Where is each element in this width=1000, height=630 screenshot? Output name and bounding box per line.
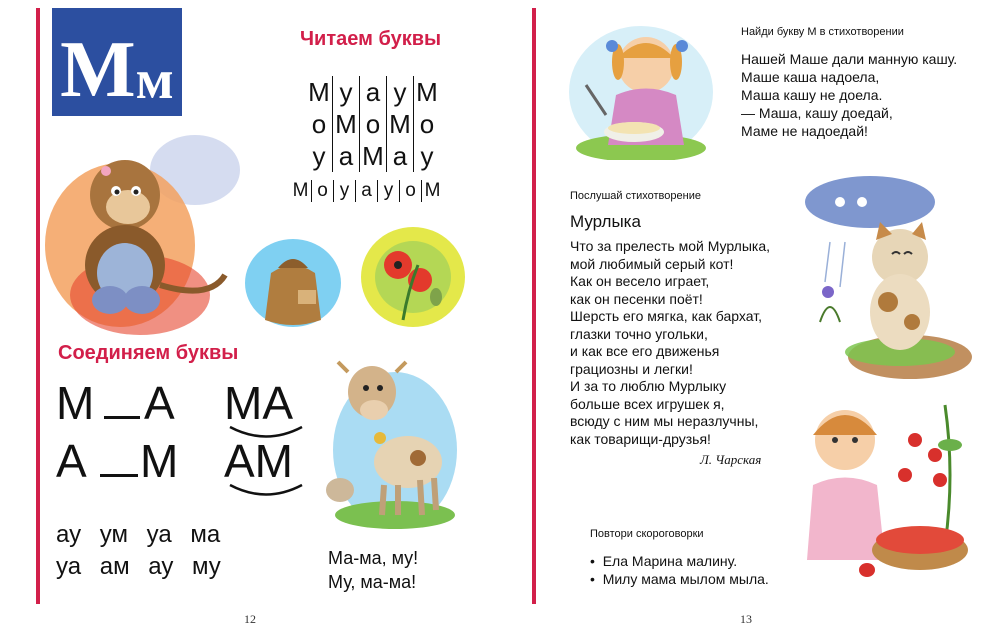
- connector-line: [100, 474, 138, 477]
- syllable-second: А: [144, 377, 175, 429]
- find-letter-heading: [741, 26, 904, 38]
- tongue-twister-item: [590, 552, 769, 570]
- grid-cell: у: [420, 141, 434, 171]
- poem-author: Л. Чарская: [700, 452, 762, 467]
- title-join-letters: Соединяем буквы: [58, 342, 239, 364]
- syllable-first: А: [56, 435, 87, 487]
- find-heading-text: Найди букву М в стихотворении: [741, 26, 904, 38]
- connector-line: [104, 416, 140, 419]
- bullet-icon: •: [590, 571, 603, 587]
- girl-porridge-illustration: [566, 20, 716, 160]
- bullet-icon: •: [590, 553, 603, 569]
- page-number-right: 13: [740, 612, 752, 626]
- letter-strip: [290, 180, 443, 202]
- poem-line: Что за прелесть мой Мурлыка,: [570, 238, 771, 254]
- calf-illustration: [320, 350, 460, 530]
- grid-cell: о: [360, 108, 387, 140]
- grid-row: [306, 140, 440, 172]
- page-number-left: 12: [244, 612, 256, 626]
- poem-line: больше всех игрушек я,: [570, 395, 725, 412]
- word-line: ау ум уа ма: [56, 521, 221, 548]
- grid-cell: а: [333, 140, 360, 172]
- poem-line: грациозны и легки!: [570, 360, 693, 377]
- syllable-joined: АМ: [224, 435, 293, 487]
- poem-line: Нашей Маше дали манную кашу.: [741, 51, 958, 67]
- letter-box: [52, 8, 182, 116]
- strip-cell: о: [400, 180, 422, 202]
- grid-cell: о: [306, 108, 333, 140]
- syllable-second: М: [140, 435, 179, 487]
- poem-line: Шерсть его мягка, как бархат,: [570, 308, 762, 324]
- poem-line: как товарищи-друзья!: [570, 430, 711, 447]
- grid-cell: М: [360, 140, 387, 172]
- joined-arc: [226, 482, 306, 498]
- tongue-twister-heading: Повтори скороговорки: [590, 528, 704, 540]
- grid-cell: М: [306, 76, 333, 108]
- right-page-rule: [532, 8, 536, 604]
- chant-line: Ма-ма, му!: [328, 548, 419, 568]
- word-line: уа ам ау му: [56, 553, 221, 580]
- sack-illustration: [243, 238, 343, 333]
- grid-cell: у: [333, 76, 360, 108]
- title-read-letters: Читаем буквы: [300, 28, 442, 50]
- grid-row: [306, 76, 440, 108]
- grid-cell: М: [333, 108, 360, 140]
- cat-illustration: [800, 172, 975, 382]
- poem-line: И за то люблю Мурлыку: [570, 378, 727, 394]
- listen-heading: Послушай стихотворение: [570, 190, 701, 202]
- grid-cell: М: [416, 77, 438, 107]
- murlyka-poem: [570, 238, 770, 448]
- grid-cell: М: [387, 108, 414, 140]
- grid-cell: а: [387, 140, 414, 172]
- poppy-illustration: [358, 225, 468, 330]
- tongue-twister-item: [590, 570, 769, 588]
- letter-capital: М: [60, 26, 136, 114]
- letter-lowercase: м: [135, 49, 174, 111]
- syllable-joined: МА: [224, 377, 293, 429]
- monkey-illustration: [40, 125, 250, 340]
- strip-cell: а: [356, 180, 378, 202]
- strip-cell: у: [334, 180, 356, 202]
- grid-row: [306, 108, 440, 140]
- poem-title: Мурлыка: [570, 212, 641, 231]
- syllable-first: М: [56, 377, 95, 429]
- tongue-twister-list: [590, 552, 769, 588]
- chant-line: Му, ма-ма!: [328, 572, 417, 592]
- poem-line: как он песенки поёт!: [570, 290, 703, 307]
- grid-cell: у: [306, 140, 333, 172]
- poem-line: и как все его движенья: [570, 343, 720, 359]
- poem-line: мой любимый серый кот!: [570, 255, 734, 272]
- strip-cell: М: [424, 180, 441, 201]
- strip-cell: о: [312, 180, 334, 202]
- find-poem: [741, 50, 957, 140]
- letter-grid: [306, 76, 440, 172]
- poem-line: Маша кашу не доела.: [741, 87, 883, 103]
- grid-cell: а: [360, 76, 387, 108]
- grid-cell: о: [419, 109, 435, 139]
- girl-raspberry-illustration: [795, 385, 975, 595]
- tongue-twister-text: Милу мама мылом мыла.: [602, 571, 769, 587]
- poem-line: глазки точно угольки,: [570, 325, 708, 342]
- poem-line: Маме не надоедай!: [741, 123, 868, 139]
- grid-cell: у: [387, 76, 414, 108]
- poem-line: Как он весело играет,: [570, 273, 710, 289]
- tongue-twister-text: Ела Марина малину.: [602, 553, 738, 569]
- poem-line: всюду с ним мы неразлучны,: [570, 413, 759, 429]
- poem-line: — Маша, кашу доедай,: [741, 105, 893, 121]
- strip-cell: у: [378, 180, 400, 202]
- strip-cell: М: [290, 180, 312, 202]
- poem-line: Маше каша надоела,: [741, 69, 880, 85]
